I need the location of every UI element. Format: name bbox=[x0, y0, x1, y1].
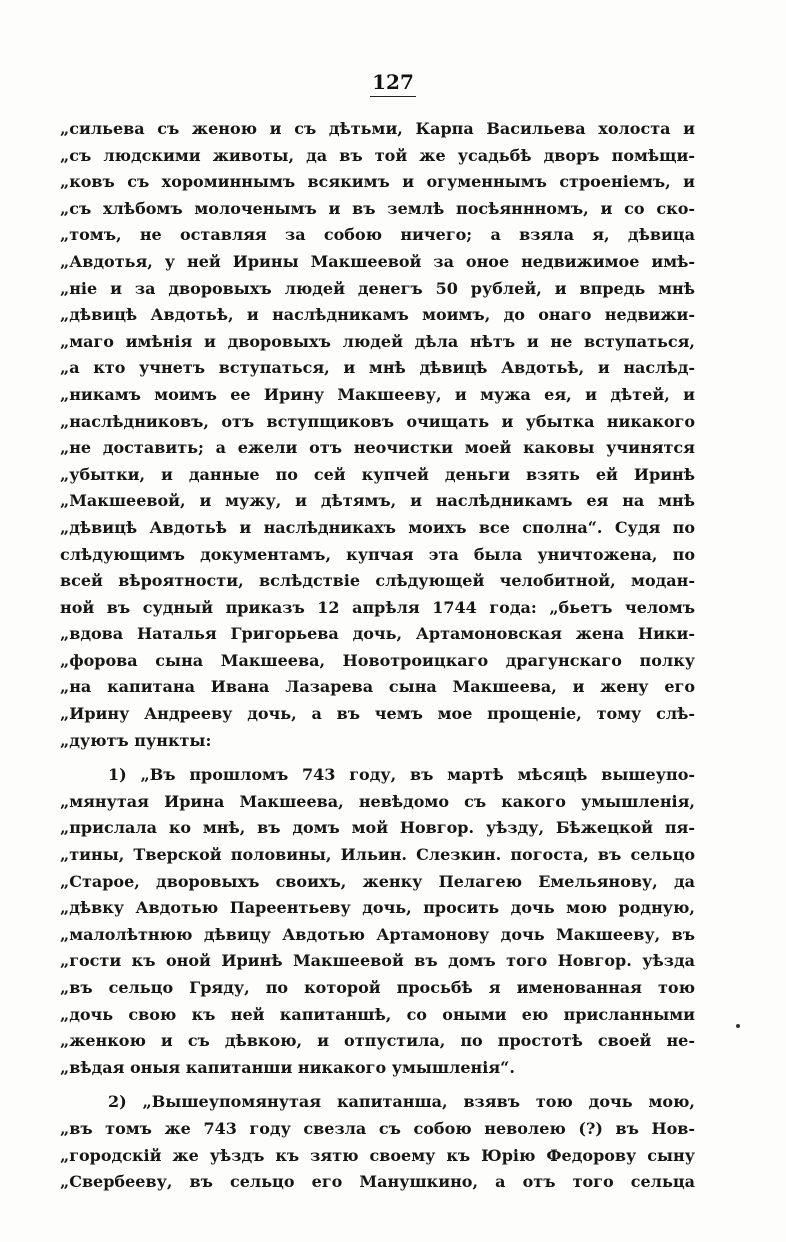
text-line: „Авдотья, у ней Ирины Макшеевой за оное недвижимое имѣ- bbox=[60, 251, 695, 271]
text-line: „дѣвку Авдотью Пареентьеву дочь, просить дочь мою родную, bbox=[60, 898, 695, 918]
text-line: „съ хлѣбомъ молоченымъ и въ землѣ посѣяннномъ, и со ско- bbox=[60, 198, 695, 218]
text-line: „женкою и съ дѣвкою, и отпустила, по простотѣ своей не- bbox=[60, 1031, 695, 1051]
paragraph-3-body bbox=[60, 1116, 695, 1196]
text-line: „маго имѣнія и дворовыхъ людей дѣла нѣтъ и не вступаться, bbox=[60, 331, 695, 351]
body-text bbox=[60, 116, 695, 1196]
text-line: „дочь свою къ ней капитаншѣ, со оными ею присланными bbox=[60, 1004, 695, 1024]
text-line: „никамъ моимъ ее Ирину Макшееву, и мужа ея, и дѣтей, и bbox=[60, 384, 695, 404]
text-line: „сильева съ женою и съ дѣтьми, Карпа Васильева холоста и bbox=[60, 119, 695, 138]
text-line: „малолѣтнюю дѣвицу Авдотью Артамонову дочь Макшееву, въ bbox=[60, 924, 695, 944]
page-number-text: 127 bbox=[370, 70, 416, 97]
text-line: „ковъ съ хороминнымъ всякимъ и огуменнымъ строеніемъ, и bbox=[60, 172, 695, 192]
text-line: ной въ судный приказъ 12 апрѣля 1744 года: „бьетъ челомъ bbox=[60, 597, 695, 617]
text-line: „а кто учнетъ вступаться, и мнѣ дѣвицѣ Авдотьѣ, и наслѣд- bbox=[60, 358, 695, 378]
text-line: „съ людскими животы, да въ той же усадьбѣ дворъ помѣщи- bbox=[60, 145, 695, 165]
text-line: „Ирину Андрееву дочь, а въ чемъ мое прощеніе, тому слѣ- bbox=[60, 704, 695, 724]
text-line: „дѣвицѣ Авдотьѣ и наслѣдникахъ моихъ все сполна“. Судя по bbox=[60, 517, 695, 537]
text-line: слѣдующимъ документамъ, купчая эта была уничтожена, по bbox=[60, 544, 695, 564]
text-line: „дѣвицѣ Авдотьѣ, и наслѣдникамъ моимъ, до онаго недвижи- bbox=[60, 305, 695, 325]
text-line: „мянутая Ирина Макшеева, невѣдомо съ какого умышленія, bbox=[60, 791, 695, 811]
text-line: 2) „Вышеупомянутая капитанша, взявъ тою дочь мою, bbox=[108, 1092, 695, 1112]
paragraph-gap bbox=[60, 1081, 695, 1089]
text-line: „томъ, не оставляя за собою ничего; а взяла я, дѣвица bbox=[60, 225, 695, 245]
text-line: „наслѣдниковъ, отъ вступщиковъ очищать и убытка никакого bbox=[60, 411, 695, 431]
page-number bbox=[0, 70, 786, 94]
text-line: „городскій же уѣздъ къ зятю своему къ Юрію Федорову сыну bbox=[60, 1145, 695, 1165]
paragraph-3 bbox=[60, 1089, 695, 1116]
text-line: „въ сельцо Гряду, по которой просьбѣ я именованная тою bbox=[60, 978, 695, 997]
text-line: „на капитана Ивана Лазарева сына Макшеева, и жену его bbox=[60, 677, 695, 697]
text-line: „вѣдая оныя капитанши никакого умышленія“. bbox=[60, 1057, 515, 1077]
text-line: „гости къ оной Иринѣ Макшеевой въ домъ того Новгор. уѣзда bbox=[60, 951, 695, 971]
text-line: „Свербееву, въ сельцо его Манушкино, а отъ того сельца bbox=[60, 1172, 695, 1192]
text-line: „Макшеевой, и мужу, и дѣтямъ, и наслѣдникамъ ея на мнѣ bbox=[60, 491, 695, 511]
text-line: „вдова Наталья Григорьева дочь, Артамоновская жена Ники- bbox=[60, 624, 695, 644]
text-line: „прислала ко мнѣ, въ домъ мой Новгор. уѣзду, Бѣжецкой пя- bbox=[60, 818, 695, 838]
text-line: 1) „Въ прошломъ 743 году, въ мартѣ мѣсяцѣ вышеупо- bbox=[108, 765, 695, 785]
paragraph-1 bbox=[60, 116, 695, 754]
text-line: всей вѣроятности, вслѣдствіе слѣдующей челобитной, модан- bbox=[60, 571, 695, 591]
text-line: „убытки, и данные по сей купчей деньги взять ей Иринѣ bbox=[60, 464, 695, 484]
paragraph-2 bbox=[60, 762, 695, 789]
text-line: „ніе и за дворовыхъ людей денегъ 50 рублей, и впредь мнѣ bbox=[60, 278, 695, 298]
paragraph-gap bbox=[60, 754, 695, 762]
text-line: „дуютъ пункты: bbox=[60, 730, 212, 750]
paragraph-2-body bbox=[60, 789, 695, 1082]
text-line: „форова сына Макшеева, Новотроицкаго драгунскаго полку bbox=[60, 650, 695, 670]
text-line: „не доставить; а ежели отъ неочистки моей каковы учинятся bbox=[60, 438, 695, 458]
text-line: „въ томъ же 743 году свезла съ собою неволею (?) въ Нов- bbox=[60, 1118, 695, 1138]
text-line: „Старое, дворовыхъ своихъ, женку Пелагею Емельянову, да bbox=[60, 871, 695, 891]
text-line: „тины, Тверской половины, Ильин. Слезкин. погоста, въ сельцо bbox=[60, 845, 695, 865]
scan-speck bbox=[736, 1024, 740, 1028]
